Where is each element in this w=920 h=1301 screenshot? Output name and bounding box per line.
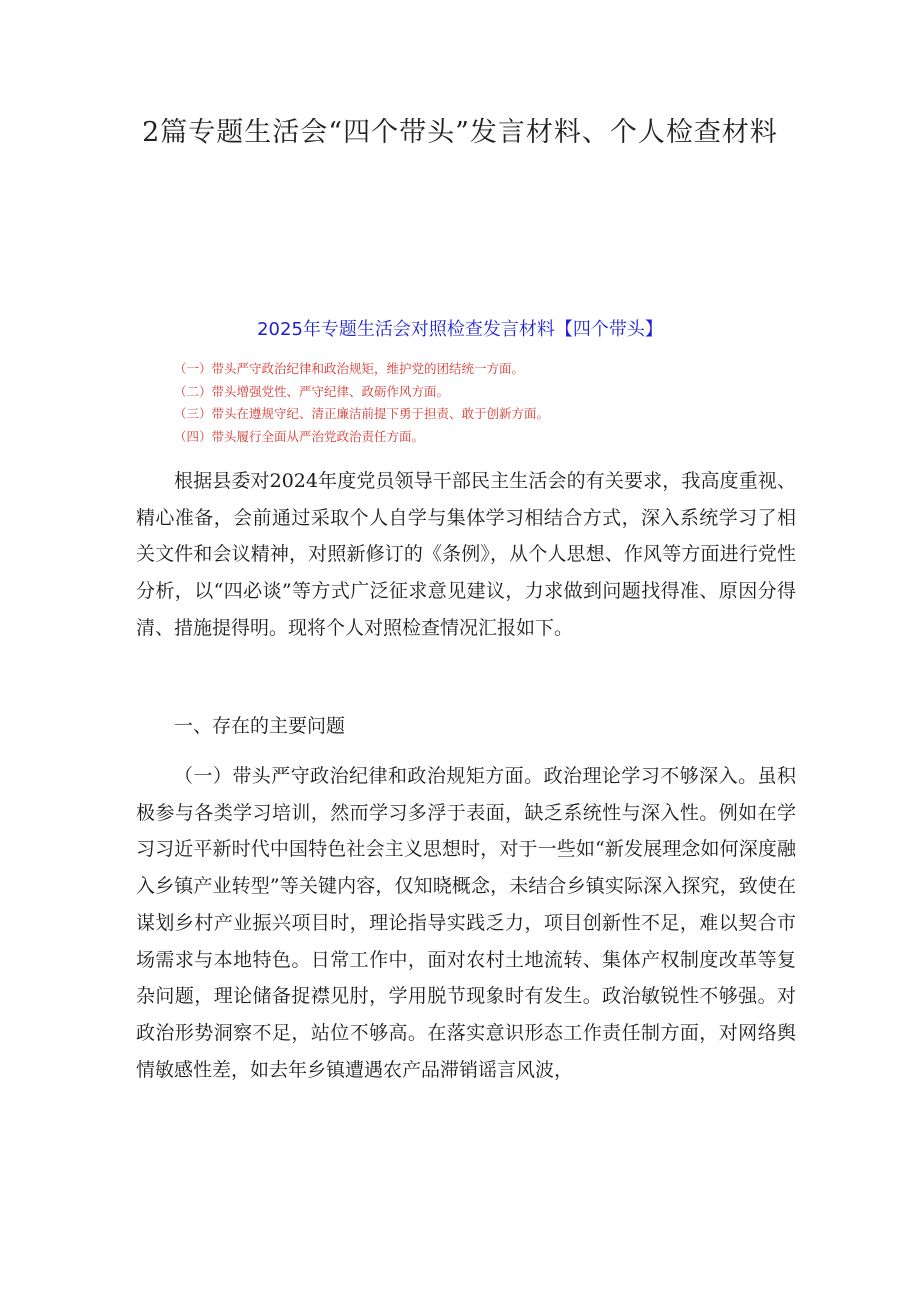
toc-item: （四）带头履行全面从严治党政治责任方面。	[174, 428, 425, 444]
section-subtitle: 2025年专题生活会对照检查发言材料【四个带头】	[257, 319, 663, 340]
section-paragraph: （一）带头严守政治纪律和政治规矩方面。政治理论学习不够深入。虽积极参与各类学习培训，然而学习多浮于表面，缺乏系统性与深入性。例如在学习习近平新时代中国特色社会主义思想时，对于一些如“新发展理念如何深度融入乡镇产业转型”等关键内容，仅知晓概念，未结合乡镇实际深入探究，致使在谋划乡村产业振兴项目时，理论指导实践乏力，项目创新性不足，难以契合市场需求与本地特色。日常工作中，面对农村土地流转、集体产权制度改革等复杂问题，理论储备捉襟见肘，学用脱节现象时有发生。政治敏锐性不够强。对政治形势洞察不足，站位不够高。在落实意识形态工作责任制方面，对网络舆情敏感性差，如去年乡镇遭遇农产品滞销谣言风波，	[136, 765, 796, 1081]
toc-item: （一）带头严守政治纪律和政治规矩，维护党的团结统一方面。	[174, 361, 525, 376]
toc-list	[174, 358, 734, 448]
toc-item: （二）带头增强党性、严守纪律、政砺作风方面。	[174, 383, 450, 399]
toc-item: （三）带头在遵规守纪、清正廉洁前提下勇于担责、敢于创新方面。	[174, 406, 550, 421]
document-title: 2篇专题生活会“四个带头”发言材料、个人检查材料	[142, 117, 778, 148]
intro-paragraph: 根据县委对2024年度党员领导干部民主生活会的有关要求，我高度重视、精心准备，会前通过采取个人自学与集体学习相结合方式，深入系统学习了相关文件和会议精神，对照新修订的《条例》，从个人思想、作风等方面进行党性分析，以“四必谈”等方式广泛征求意见建议，力求做到问题找得准、原因分得清、措施提得明。现将个人对照检查情况汇报如下。	[136, 470, 796, 639]
section-heading: 一、存在的主要问题	[174, 715, 346, 737]
